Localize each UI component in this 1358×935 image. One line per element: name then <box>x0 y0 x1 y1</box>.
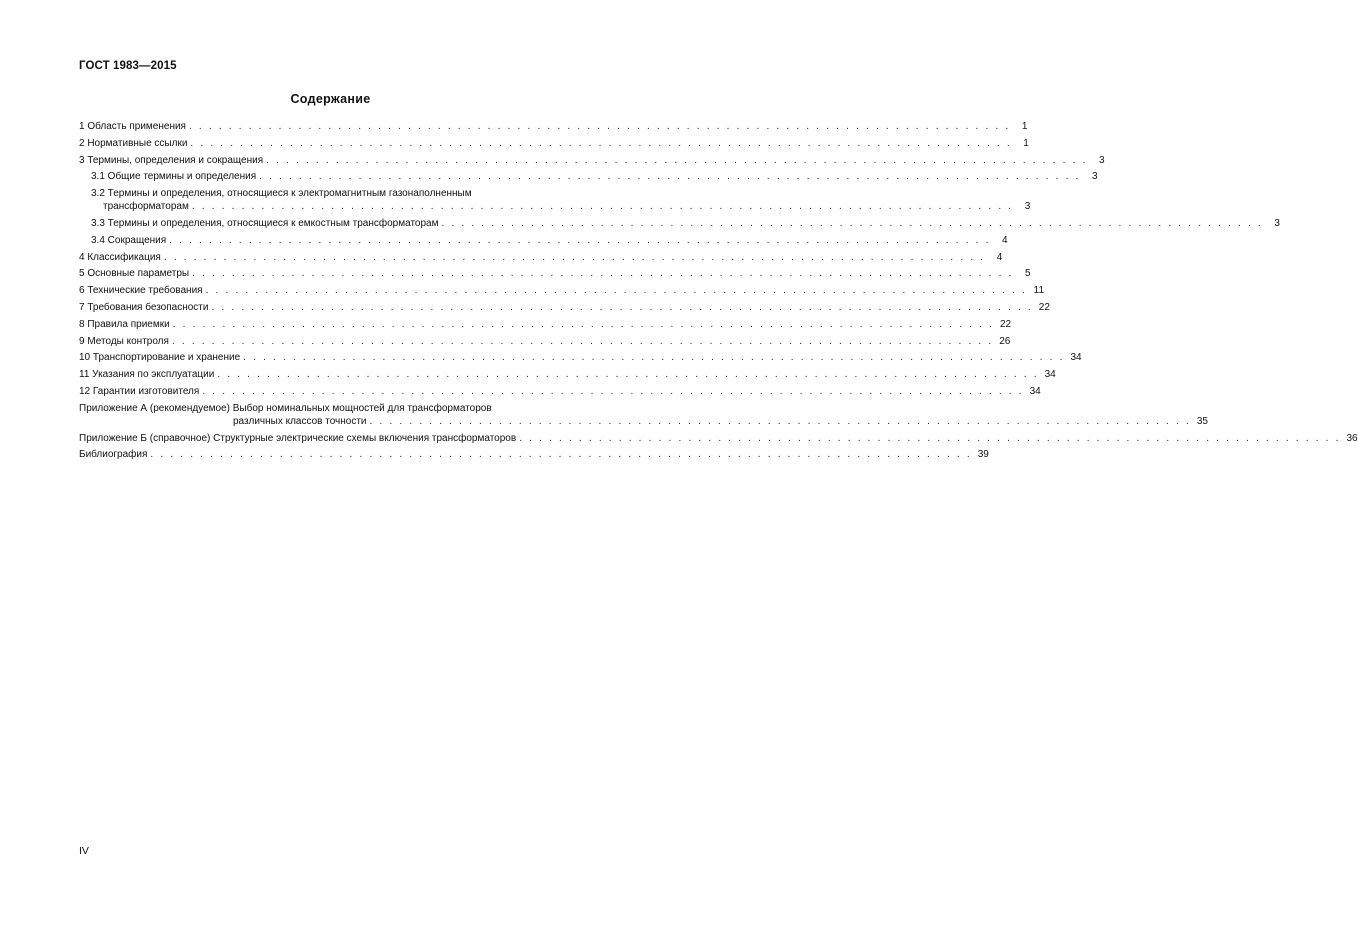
leader-dots: . . . . . . . . . . . . . . . . . . . . . . . . . . . . . . . . . . . . . . . . . . . . . . . . . . . . . . . . . . . . . . . . . . . . . . . . . . . . . . . . . . . <box>243 352 1065 364</box>
toc-entry-page: 11 <box>1033 285 1045 297</box>
toc-entry-page: 4 <box>1002 234 1008 246</box>
toc-entry-page: 34 <box>1044 369 1056 381</box>
toc-entry-label: 11 Указания по эксплуатации <box>79 369 215 381</box>
toc-entry-page: 3 <box>1024 201 1031 213</box>
toc-entry-label: 9 Методы контроля <box>79 335 169 347</box>
toc-entry-label: 7 Требования безопасности <box>79 301 209 313</box>
leader-dots: . . . . . . . . . . . . . . . . . . . . . . . . . . . . . . . . . . . . . . . . . . . . . . . . . . . . . . . . . . . . . . . . . . . . . . . . . . . . . . . . . . . <box>217 369 1039 381</box>
leader-dots: . . . . . . . . . . . . . . . . . . . . . . . . . . . . . . . . . . . . . . . . . . . . . . . . . . . . . . . . . . . . . . . . . . . . . . . . . . . . . . . . . . . <box>519 432 1341 444</box>
toc-entry-safety-requirements[interactable] <box>79 301 1050 314</box>
toc-entry-test-methods[interactable] <box>79 335 1011 348</box>
toc-entry-appendix-a[interactable] <box>79 402 1208 428</box>
toc-entry-label: 3.1 Общие термины и определения <box>91 171 257 183</box>
toc-entry-page: 26 <box>999 335 1011 347</box>
toc-entry-normative-references[interactable] <box>79 137 1029 150</box>
toc-entry-abbreviations[interactable] <box>79 234 1008 247</box>
leader-dots: . . . . . . . . . . . . . . . . . . . . . . . . . . . . . . . . . . . . . . . . . . . . . . . . . . . . . . . . . . . . . . . . . . . . . . . . . . . . . . . . . . . <box>192 268 1014 280</box>
toc-entry-electromagnetic-terms[interactable] <box>79 187 1031 213</box>
toc-entry-continuation <box>91 200 1031 213</box>
leader-dots: . . . . . . . . . . . . . . . . . . . . . . . . . . . . . . . . . . . . . . . . . . . . . . . . . . . . . . . . . . . . . . . . . . . . . . . . . . . . . . . . . . . <box>266 154 1088 166</box>
toc-entry-operation-instructions[interactable] <box>79 368 1056 381</box>
toc-entry-acceptance-rules[interactable] <box>79 318 1012 331</box>
toc-entry-label-line1: 3.2 Термины и определения, относящиеся к электромагнитным газонаполненным <box>91 188 472 200</box>
toc-entry-general-terms[interactable] <box>79 170 1098 183</box>
toc-entry-label-line2: различных классов точности <box>233 415 367 427</box>
toc-entry-transport-storage[interactable] <box>79 351 1082 364</box>
leader-dots: . . . . . . . . . . . . . . . . . . . . . . . . . . . . . . . . . . . . . . . . . . . . . . . . . . . . . . . . . . . . . . . . . . . . . . . . . . . . . . . . . . . <box>172 318 995 330</box>
toc-entry-page: 22 <box>1038 301 1050 313</box>
toc-entry-page: 1 <box>1021 121 1028 132</box>
toc-entry-label: Приложение Б (справочное) Структурные электрические схемы включения трансформаторов <box>79 432 517 444</box>
leader-dots: . . . . . . . . . . . . . . . . . . . . . . . . . . . . . . . . . . . . . . . . . . . . . . . . . . . . . . . . . . . . . . . . . . . . . . . . . . . . . . . . . . . <box>211 301 1033 313</box>
leader-dots: . . . . . . . . . . . . . . . . . . . . . . . . . . . . . . . . . . . . . . . . . . . . . . . . . . . . . . . . . . . . . . . . . . . . . . . . . . . . . . . . . . . <box>188 121 1011 132</box>
toc-entry-page: 1 <box>1023 137 1029 149</box>
leader-dots: . . . . . . . . . . . . . . . . . . . . . . . . . . . . . . . . . . . . . . . . . . . . . . . . . . . . . . . . . . . . . . . . . . . . . . . . . . . . . . . . . . . <box>190 137 1012 149</box>
toc-entry-classification[interactable] <box>79 251 1003 264</box>
toc-entry-label: 2 Нормативные ссылки <box>79 137 188 149</box>
toc-entry-technical-requirements[interactable] <box>79 284 1045 297</box>
leader-dots: . . . . . . . . . . . . . . . . . . . . . . . . . . . . . . . . . . . . . . . . . . . . . . . . . . . . . . . . . . . . . . . . . . . . . . . . . . . . . . . . . . . <box>202 385 1024 397</box>
document-code-header: ГОСТ 1983—2015 <box>79 60 177 72</box>
toc-entry-main-parameters[interactable] <box>79 267 1031 280</box>
toc-entry-label: 5 Основные параметры <box>79 268 190 280</box>
leader-dots: . . . . . . . . . . . . . . . . . . . . . . . . . . . . . . . . . . . . . . . . . . . . . . . . . . . . . . . . . . . . . . . . . . . . . . . . . . . . . . . . . . . <box>441 217 1263 229</box>
toc-entry-page: 3 <box>1099 154 1105 166</box>
toc-entry-continuation <box>79 415 1208 428</box>
toc-entry-page: 3 <box>1091 171 1098 183</box>
leader-dots: . . . . . . . . . . . . . . . . . . . . . . . . . . . . . . . . . . . . . . . . . . . . . . . . . . . . . . . . . . . . . . . . . . . . . . . . . . . . . . . . . . . <box>369 415 1191 427</box>
page-title: Содержание <box>290 92 371 106</box>
toc-entry-page: 34 <box>1070 352 1082 364</box>
toc-entry-terms[interactable] <box>79 154 1105 167</box>
toc-entry-label: 3.3 Термины и определения, относящиеся к емкостным трансформаторам <box>91 217 439 229</box>
toc-entry-page: 5 <box>1024 268 1031 280</box>
toc-entry-page: 35 <box>1196 415 1208 427</box>
leader-dots: . . . . . . . . . . . . . . . . . . . . . . . . . . . . . . . . . . . . . . . . . . . . . . . . . . . . . . . . . . . . . . . . . . . . . . . . . . . . . . . . . . . <box>205 285 1028 297</box>
toc-entry-bibliography[interactable] <box>79 448 989 461</box>
leader-dots: . . . . . . . . . . . . . . . . . . . . . . . . . . . . . . . . . . . . . . . . . . . . . . . . . . . . . . . . . . . . . . . . . . . . . . . . . . . . . . . . . . . <box>150 449 972 461</box>
toc-entry-appendix-b[interactable] <box>79 432 1358 445</box>
toc-entry-label: 6 Технические требования <box>79 285 203 297</box>
leader-dots: . . . . . . . . . . . . . . . . . . . . . . . . . . . . . . . . . . . . . . . . . . . . . . . . . . . . . . . . . . . . . . . . . . . . . . . . . . . . . . . . . . . <box>259 171 1081 183</box>
toc-entry-page: 36 <box>1346 432 1358 444</box>
toc-entry-label-line1: Приложение А (рекомендуемое) Выбор номинальных мощностей для трансформаторов <box>79 402 492 414</box>
toc-entry-label: 8 Правила приемки <box>79 318 170 330</box>
toc-entry-scope[interactable] <box>79 120 1028 133</box>
toc-entry-label: 1 Область применения <box>79 121 186 132</box>
toc-entry-page: 39 <box>977 449 989 461</box>
toc-entry-page: 3 <box>1274 217 1280 229</box>
toc-entry-label: 4 Классификация <box>79 251 161 263</box>
page-number: IV <box>79 845 89 857</box>
toc-entry-page: 34 <box>1029 385 1041 397</box>
toc-entry-capacitive-terms[interactable] <box>79 217 1280 230</box>
toc-entry-label: 3.4 Сокращения <box>91 234 167 246</box>
toc-entry-label: 12 Гарантии изготовителя <box>79 385 200 397</box>
toc-entry-page: 22 <box>1000 318 1012 330</box>
toc-entry-label: 10 Транспортирование и хранение <box>79 352 241 364</box>
toc-entry-page: 4 <box>996 251 1003 263</box>
leader-dots: . . . . . . . . . . . . . . . . . . . . . . . . . . . . . . . . . . . . . . . . . . . . . . . . . . . . . . . . . . . . . . . . . . . . . . . . . . . . . . . . . . . <box>163 251 986 263</box>
leader-dots: . . . . . . . . . . . . . . . . . . . . . . . . . . . . . . . . . . . . . . . . . . . . . . . . . . . . . . . . . . . . . . . . . . . . . . . . . . . . . . . . . . . <box>171 335 994 347</box>
toc-entry-label: Библиография <box>79 449 148 461</box>
leader-dots: . . . . . . . . . . . . . . . . . . . . . . . . . . . . . . . . . . . . . . . . . . . . . . . . . . . . . . . . . . . . . . . . . . . . . . . . . . . . . . . . . . . <box>169 234 991 246</box>
toc-entry-label-line2: трансформаторам <box>103 201 189 213</box>
toc-entry-label: 3 Термины, определения и сокращения <box>79 154 264 166</box>
toc-entry-manufacturer-warranty[interactable] <box>79 385 1041 398</box>
leader-dots: . . . . . . . . . . . . . . . . . . . . . . . . . . . . . . . . . . . . . . . . . . . . . . . . . . . . . . . . . . . . . . . . . . . . . . . . . . . . . . . . . . . <box>191 201 1014 213</box>
table-of-contents <box>79 120 1358 461</box>
